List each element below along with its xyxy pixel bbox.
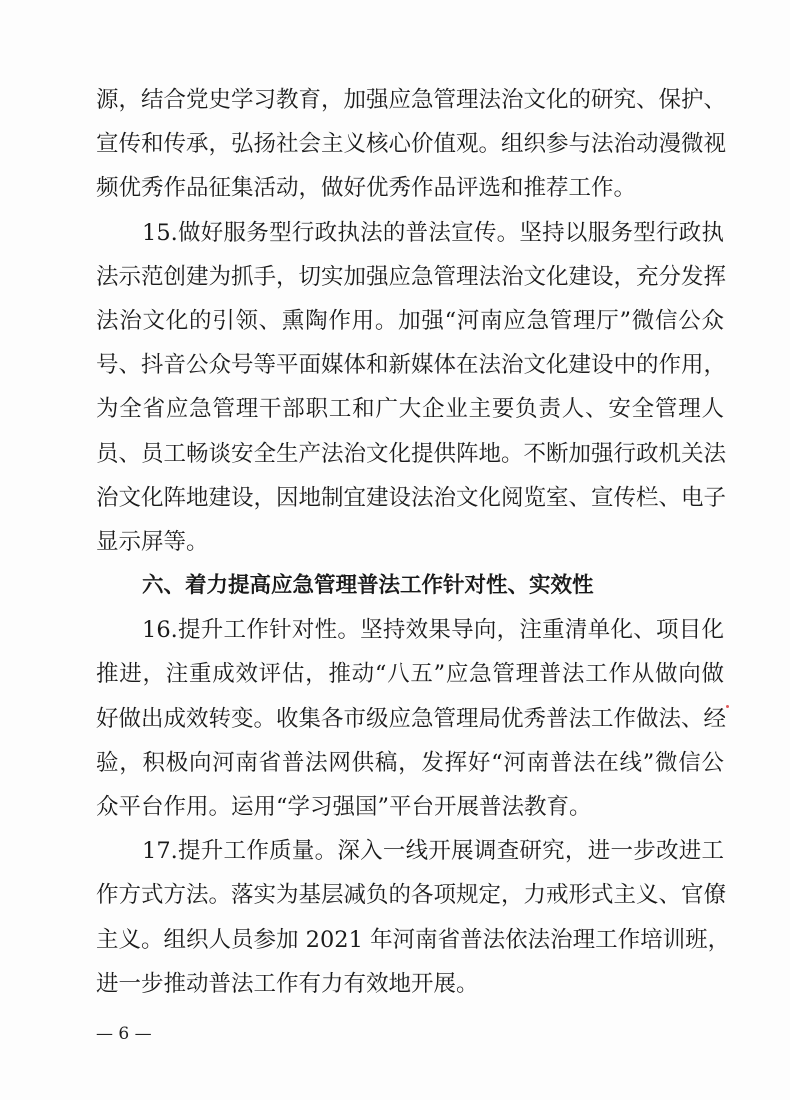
text-line: 进一步推动普法工作有力有效地开展。 xyxy=(96,970,479,997)
text-line: 15.做好服务型行政执法的普法宣传。坚持以服务型行政执 xyxy=(142,219,724,246)
text-line: 主义。组织人员参加 2021 年河南省普法依法治理工作培训班， xyxy=(96,926,731,953)
text-line: 验，积极向河南省普法网供稿，发挥好“河南普法在线”微信公 xyxy=(96,749,724,776)
text-line: 频优秀作品征集活动，做好优秀作品评选和推荐工作。 xyxy=(96,175,637,202)
text-line: 作方式方法。落实为基层减负的各项规定，力戒形式主义、官僚 xyxy=(96,882,727,909)
section-heading: 六、着力提高应急管理普法工作针对性、实效性 xyxy=(142,573,594,599)
text-line: 众平台作用。运用“学习强国”平台开展普法教育。 xyxy=(96,794,592,820)
text-line: 员、员工畅谈安全生产法治文化提供阵地。不断加强行政机关法 xyxy=(96,440,727,467)
text-line: 17.提升工作质量。深入一线开展调查研究，进一步改进工 xyxy=(142,838,724,865)
ink-speck xyxy=(726,705,729,708)
text-line: 推进，注重成效评估，推动“八五”应急管理普法工作从做向做 xyxy=(96,661,724,688)
text-line: 治文化阵地建设，因地制宜建设法治文化阅览室、宣传栏、电子 xyxy=(96,484,727,511)
text-line: 法示范创建为抓手，切实加强应急管理法治文化建设，充分发挥 xyxy=(96,263,727,290)
text-line: 源，结合党史学习教育，加强应急管理法治文化的研究、保护、 xyxy=(96,87,727,113)
text-line: 法治文化的引领、熏陶作用。加强“河南应急管理厅”微信公众 xyxy=(96,307,724,334)
text-line: 16.提升工作针对性。坚持效果导向，注重清单化、项目化 xyxy=(142,617,724,644)
text-line: 号、抖音公众号等平面媒体和新媒体在法治文化建设中的作用， xyxy=(96,352,727,379)
text-line: 好做出成效转变。收集各市级应急管理局优秀普法工作做法、经 xyxy=(96,705,727,732)
body-text xyxy=(96,78,731,1006)
text-line: 宣传和传承，弘扬社会主义核心价值观。组织参与法治动漫微视 xyxy=(96,131,727,158)
text-line: 显示屏等。 xyxy=(96,528,209,555)
text-line: 为全省应急管理干部职工和广大企业主要负责人、安全管理人 xyxy=(96,396,724,423)
page-number: — 6 — xyxy=(96,1024,152,1044)
